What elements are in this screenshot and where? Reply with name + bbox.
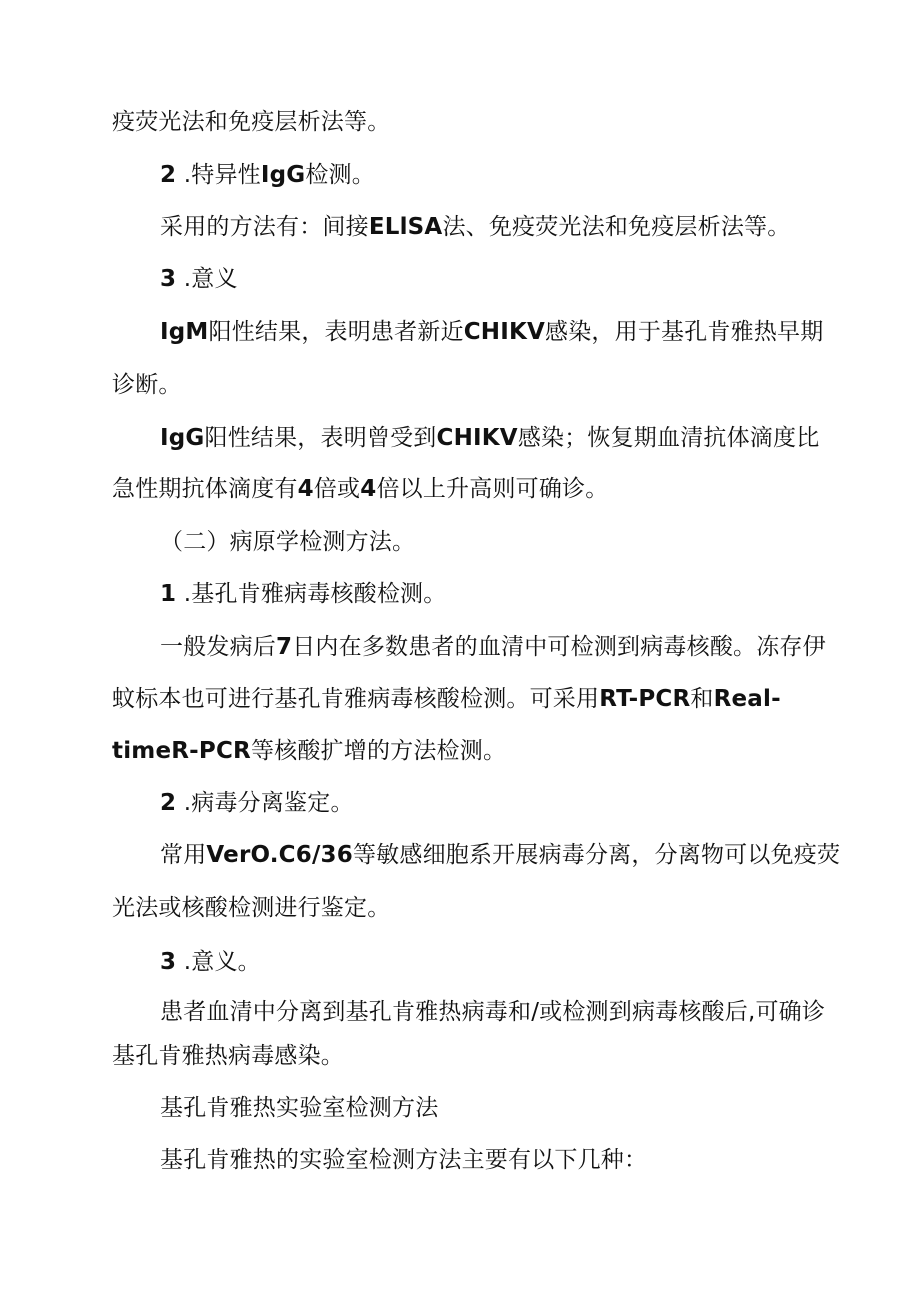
paragraph-line: 蚊标本也可进行基孔肯雅病毒核酸检测。可采用RT-PCR和Real- [112,686,781,712]
list-item-text: .意义 [183,266,238,292]
list-item-heading [160,264,238,294]
list-number: 3 [160,949,177,975]
paragraph-line: 常用VerO.C6/36等敏感细胞系开展病毒分离，分离物可以免疫荧 [160,842,841,868]
paragraph-line: 基孔肯雅热的实验室检测方法主要有以下几种： [160,1147,648,1173]
list-item-text: .基孔肯雅病毒核酸检测。 [183,581,447,607]
list-item-heading [160,788,354,818]
paragraph-line: 诊断。 [112,372,182,398]
paragraph-line: 光法或核酸检测进行鉴定。 [112,895,391,921]
paragraph-line: timeR-PCR等核酸扩增的方法检测。 [112,738,507,764]
list-item-heading [160,579,446,609]
paragraph-line: 一般发病后7日内在多数患者的血清中可检测到病毒核酸。冻存伊 [160,634,826,660]
list-number: 1 [160,581,177,607]
paragraph-line: 疫荧光法和免疫层析法等。 [112,109,391,135]
list-item-text: .病毒分离鉴定。 [183,790,354,816]
list-item-heading [160,160,375,190]
list-item-text: .特异性IgG检测。 [183,162,375,188]
list-number: 2 [160,162,177,188]
list-item-heading [160,947,261,977]
paragraph-line: 采用的方法有：间接ELlSA法、免疫荧光法和免疫层析法等。 [160,214,791,240]
list-number: 3 [160,266,177,292]
paragraph-line: 急性期抗体滴度有4倍或4倍以上升高则可确诊。 [112,476,609,502]
paragraph-line: IgM阳性结果，表明患者新近CHIKV感染，用于基孔肯雅热早期 [160,319,824,345]
paragraph-line: 基孔肯雅热病毒感染。 [112,1043,344,1069]
paragraph-line: 患者血清中分离到基孔肯雅热病毒和/或检测到病毒核酸后,可确诊 [160,999,826,1025]
list-item-text: .意义。 [183,949,261,975]
section-heading: （二）病原学检测方法。 [160,529,416,555]
list-number: 2 [160,790,177,816]
section-heading: 基孔肯雅热实验室检测方法 [160,1095,439,1121]
paragraph-line: IgG阳性结果，表明曾受到CHIKV感染；恢复期血清抗体滴度比 [160,425,820,451]
